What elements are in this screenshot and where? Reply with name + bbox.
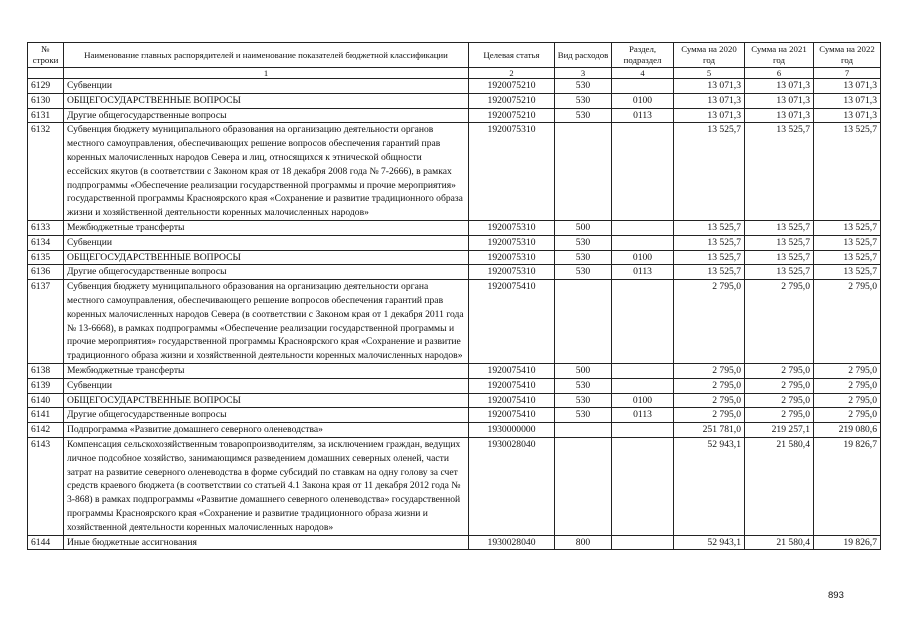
row-target: 1920075410 (469, 408, 555, 423)
row-name: Подпрограмма «Развитие домашнего северного оленеводства» (64, 423, 469, 438)
header-expense-type: Вид расходов (555, 43, 612, 68)
row-sum-2021: 13 525,7 (745, 250, 814, 265)
row-sum-2022: 2 795,0 (814, 363, 881, 378)
table-row (28, 265, 881, 280)
row-target: 1930028040 (469, 535, 555, 550)
row-target: 1920075310 (469, 220, 555, 235)
row-name: Другие общегосударственные вопросы (64, 265, 469, 280)
row-sum-2022: 19 826,7 (814, 437, 881, 535)
row-target: 1920075410 (469, 378, 555, 393)
row-name: ОБЩЕГОСУДАРСТВЕННЫЕ ВОПРОСЫ (64, 93, 469, 108)
row-sum-2021: 13 525,7 (745, 265, 814, 280)
row-sum-2022: 2 795,0 (814, 378, 881, 393)
table-row (28, 378, 881, 393)
row-number: 6139 (28, 378, 64, 393)
table-row (28, 408, 881, 423)
row-number: 6142 (28, 423, 64, 438)
row-sum-2020: 13 525,7 (674, 220, 745, 235)
table-row (28, 535, 881, 550)
row-sum-2020: 2 795,0 (674, 280, 745, 364)
row-number: 6132 (28, 123, 64, 221)
row-name: ОБЩЕГОСУДАРСТВЕННЫЕ ВОПРОСЫ (64, 250, 469, 265)
row-target: 1920075410 (469, 280, 555, 364)
page-number: 893 (828, 590, 844, 601)
row-sum-2022: 13 525,7 (814, 265, 881, 280)
row-expense-type (555, 123, 612, 221)
row-sum-2020: 52 943,1 (674, 437, 745, 535)
row-sum-2022: 13 525,7 (814, 220, 881, 235)
row-expense-type: 530 (555, 250, 612, 265)
row-sum-2022: 2 795,0 (814, 408, 881, 423)
row-number: 6138 (28, 363, 64, 378)
table-row (28, 393, 881, 408)
row-sum-2021: 13 525,7 (745, 123, 814, 221)
row-number: 6143 (28, 437, 64, 535)
row-sum-2020: 2 795,0 (674, 363, 745, 378)
column-index: 6 (745, 68, 814, 79)
row-name: Межбюджетные трансферты (64, 363, 469, 378)
row-expense-type: 530 (555, 393, 612, 408)
row-sum-2020: 13 071,3 (674, 93, 745, 108)
row-name: Компенсация сельскохозяйственным товаропроизводителям, за исключением граждан, ведущих личное подсобное хозяйство, занимающимся разведением домашних северных оленей, части затрат на развитие северного оленеводства в форме субсидий по ставкам на одну голову за счет средств краевого бюджета (в соответствии со статьей 4.1 Закона края от 11 декабря 2012 года № 3-868) в рамках подпрограммы «Развитие домашнего северного оленеводства» государственной программы Красноярского края «Сохранение и развитие традиционного образа жизни и хозяйственной деятельности коренных малочисленных народов» (64, 437, 469, 535)
row-section (612, 220, 674, 235)
row-number: 6136 (28, 265, 64, 280)
header-target: Целевая статья (469, 43, 555, 68)
row-number: 6133 (28, 220, 64, 235)
column-index: 1 (64, 68, 469, 79)
row-sum-2021: 21 580,4 (745, 437, 814, 535)
row-number: 6129 (28, 79, 64, 94)
row-sum-2022: 13 071,3 (814, 108, 881, 123)
row-name: Субвенции (64, 79, 469, 94)
row-section (612, 280, 674, 364)
row-target: 1920075310 (469, 265, 555, 280)
table-row (28, 79, 881, 94)
row-number: 6134 (28, 235, 64, 250)
row-expense-type: 530 (555, 408, 612, 423)
row-section (612, 423, 674, 438)
row-section: 0100 (612, 93, 674, 108)
row-name: Другие общегосударственные вопросы (64, 408, 469, 423)
row-sum-2021: 2 795,0 (745, 408, 814, 423)
row-section: 0100 (612, 393, 674, 408)
column-index-row (28, 68, 881, 79)
row-number: 6131 (28, 108, 64, 123)
row-section (612, 123, 674, 221)
table-row (28, 220, 881, 235)
row-target: 1920075210 (469, 108, 555, 123)
row-number: 6141 (28, 408, 64, 423)
row-name: Иные бюджетные ассигнования (64, 535, 469, 550)
row-target: 1920075210 (469, 93, 555, 108)
row-sum-2020: 13 525,7 (674, 235, 745, 250)
row-section: 0113 (612, 265, 674, 280)
row-sum-2020: 13 071,3 (674, 108, 745, 123)
budget-table (27, 42, 881, 550)
table-row (28, 250, 881, 265)
row-sum-2022: 13 525,7 (814, 250, 881, 265)
row-expense-type: 500 (555, 220, 612, 235)
table-row (28, 423, 881, 438)
row-sum-2021: 13 525,7 (745, 235, 814, 250)
table-row (28, 437, 881, 535)
row-sum-2021: 13 525,7 (745, 220, 814, 235)
row-sum-2021: 13 071,3 (745, 79, 814, 94)
row-section: 0113 (612, 108, 674, 123)
row-section (612, 378, 674, 393)
column-index-empty (28, 68, 64, 79)
row-sum-2022: 13 525,7 (814, 235, 881, 250)
row-expense-type: 530 (555, 79, 612, 94)
row-expense-type: 530 (555, 235, 612, 250)
row-sum-2020: 13 525,7 (674, 265, 745, 280)
column-index: 5 (674, 68, 745, 79)
row-expense-type (555, 437, 612, 535)
row-sum-2022: 2 795,0 (814, 280, 881, 364)
row-expense-type: 800 (555, 535, 612, 550)
header-name: Наименование главных распорядителей и наименование показателей бюджетной классификации (64, 43, 469, 68)
header-sum-2022: Сумма на 2022 год (814, 43, 881, 68)
row-target: 1920075410 (469, 393, 555, 408)
row-sum-2021: 219 257,1 (745, 423, 814, 438)
row-section: 0100 (612, 250, 674, 265)
row-sum-2021: 2 795,0 (745, 393, 814, 408)
table-row (28, 123, 881, 221)
row-target: 1920075310 (469, 235, 555, 250)
row-sum-2020: 13 525,7 (674, 250, 745, 265)
row-target: 1920075310 (469, 123, 555, 221)
row-sum-2022: 19 826,7 (814, 535, 881, 550)
table-row (28, 235, 881, 250)
row-expense-type: 530 (555, 93, 612, 108)
row-sum-2021: 2 795,0 (745, 363, 814, 378)
row-number: 6137 (28, 280, 64, 364)
row-sum-2021: 13 071,3 (745, 93, 814, 108)
row-expense-type: 530 (555, 108, 612, 123)
row-sum-2021: 2 795,0 (745, 280, 814, 364)
header-sum-2021: Сумма на 2021 год (745, 43, 814, 68)
row-number: 6130 (28, 93, 64, 108)
header-sum-2020: Сумма на 2020 год (674, 43, 745, 68)
row-sum-2021: 2 795,0 (745, 378, 814, 393)
row-expense-type: 530 (555, 378, 612, 393)
row-section (612, 437, 674, 535)
column-index: 7 (814, 68, 881, 79)
row-name: Субвенции (64, 235, 469, 250)
row-section (612, 79, 674, 94)
row-target: 1920075310 (469, 250, 555, 265)
row-sum-2022: 2 795,0 (814, 393, 881, 408)
row-name: Другие общегосударственные вопросы (64, 108, 469, 123)
row-name: Субвенция бюджету муниципального образования на организацию деятельности органа местного самоуправления, обеспечивающего решение вопросов обеспечения гарантий прав коренных малочисленных народов Севера (в соответствии с Законом края от 1 декабря 2011 года № 13-6668), в рамках подпрограммы «Обеспечение реализации государственной программы и прочие мероприятия» государственной программы Красноярского края «Сохранение и развитие традиционного образа жизни и хозяйственной деятельности коренных малочисленных народов» (64, 280, 469, 364)
row-name: ОБЩЕГОСУДАРСТВЕННЫЕ ВОПРОСЫ (64, 393, 469, 408)
column-index: 3 (555, 68, 612, 79)
row-number: 6135 (28, 250, 64, 265)
row-sum-2022: 13 071,3 (814, 79, 881, 94)
row-expense-type (555, 280, 612, 364)
row-sum-2020: 2 795,0 (674, 408, 745, 423)
row-sum-2020: 13 071,3 (674, 79, 745, 94)
header-section: Раздел, подраздел (612, 43, 674, 68)
table-row (28, 108, 881, 123)
row-section (612, 235, 674, 250)
table-row (28, 93, 881, 108)
row-number: 6144 (28, 535, 64, 550)
column-index: 4 (612, 68, 674, 79)
row-sum-2020: 52 943,1 (674, 535, 745, 550)
row-name: Межбюджетные трансферты (64, 220, 469, 235)
row-sum-2020: 2 795,0 (674, 378, 745, 393)
row-sum-2022: 13 071,3 (814, 93, 881, 108)
row-sum-2020: 2 795,0 (674, 393, 745, 408)
row-sum-2020: 13 525,7 (674, 123, 745, 221)
row-section (612, 363, 674, 378)
table-header-row (28, 43, 881, 68)
row-section: 0113 (612, 408, 674, 423)
row-number: 6140 (28, 393, 64, 408)
row-sum-2022: 219 080,6 (814, 423, 881, 438)
row-expense-type (555, 423, 612, 438)
row-sum-2021: 13 071,3 (745, 108, 814, 123)
row-name: Субвенции (64, 378, 469, 393)
table-row (28, 280, 881, 364)
row-target: 1920075410 (469, 363, 555, 378)
row-sum-2021: 21 580,4 (745, 535, 814, 550)
row-section (612, 535, 674, 550)
row-target: 1930000000 (469, 423, 555, 438)
row-target: 1920075210 (469, 79, 555, 94)
row-expense-type: 530 (555, 265, 612, 280)
row-sum-2022: 13 525,7 (814, 123, 881, 221)
row-name: Субвенция бюджету муниципального образования на организацию деятельности органов местного самоуправления, обеспечивающих решение вопросов обеспечения гарантий прав коренных малочисленных народов Севера и лиц, относящихся к этнической общности ессейских якутов (в соответствии с Законом края от 18 декабря 2008 года № 7-2666), в рамках подпрограммы «Обеспечение реализации государственной программы и прочие мероприятия» государственной программы Красноярского края «Сохранение и развитие традиционного образа жизни и хозяйственной деятельности коренных малочисленных народов» (64, 123, 469, 221)
row-sum-2020: 251 781,0 (674, 423, 745, 438)
row-target: 1930028040 (469, 437, 555, 535)
row-expense-type: 500 (555, 363, 612, 378)
header-row-no: № строки (28, 43, 64, 68)
column-index: 2 (469, 68, 555, 79)
table-row (28, 363, 881, 378)
